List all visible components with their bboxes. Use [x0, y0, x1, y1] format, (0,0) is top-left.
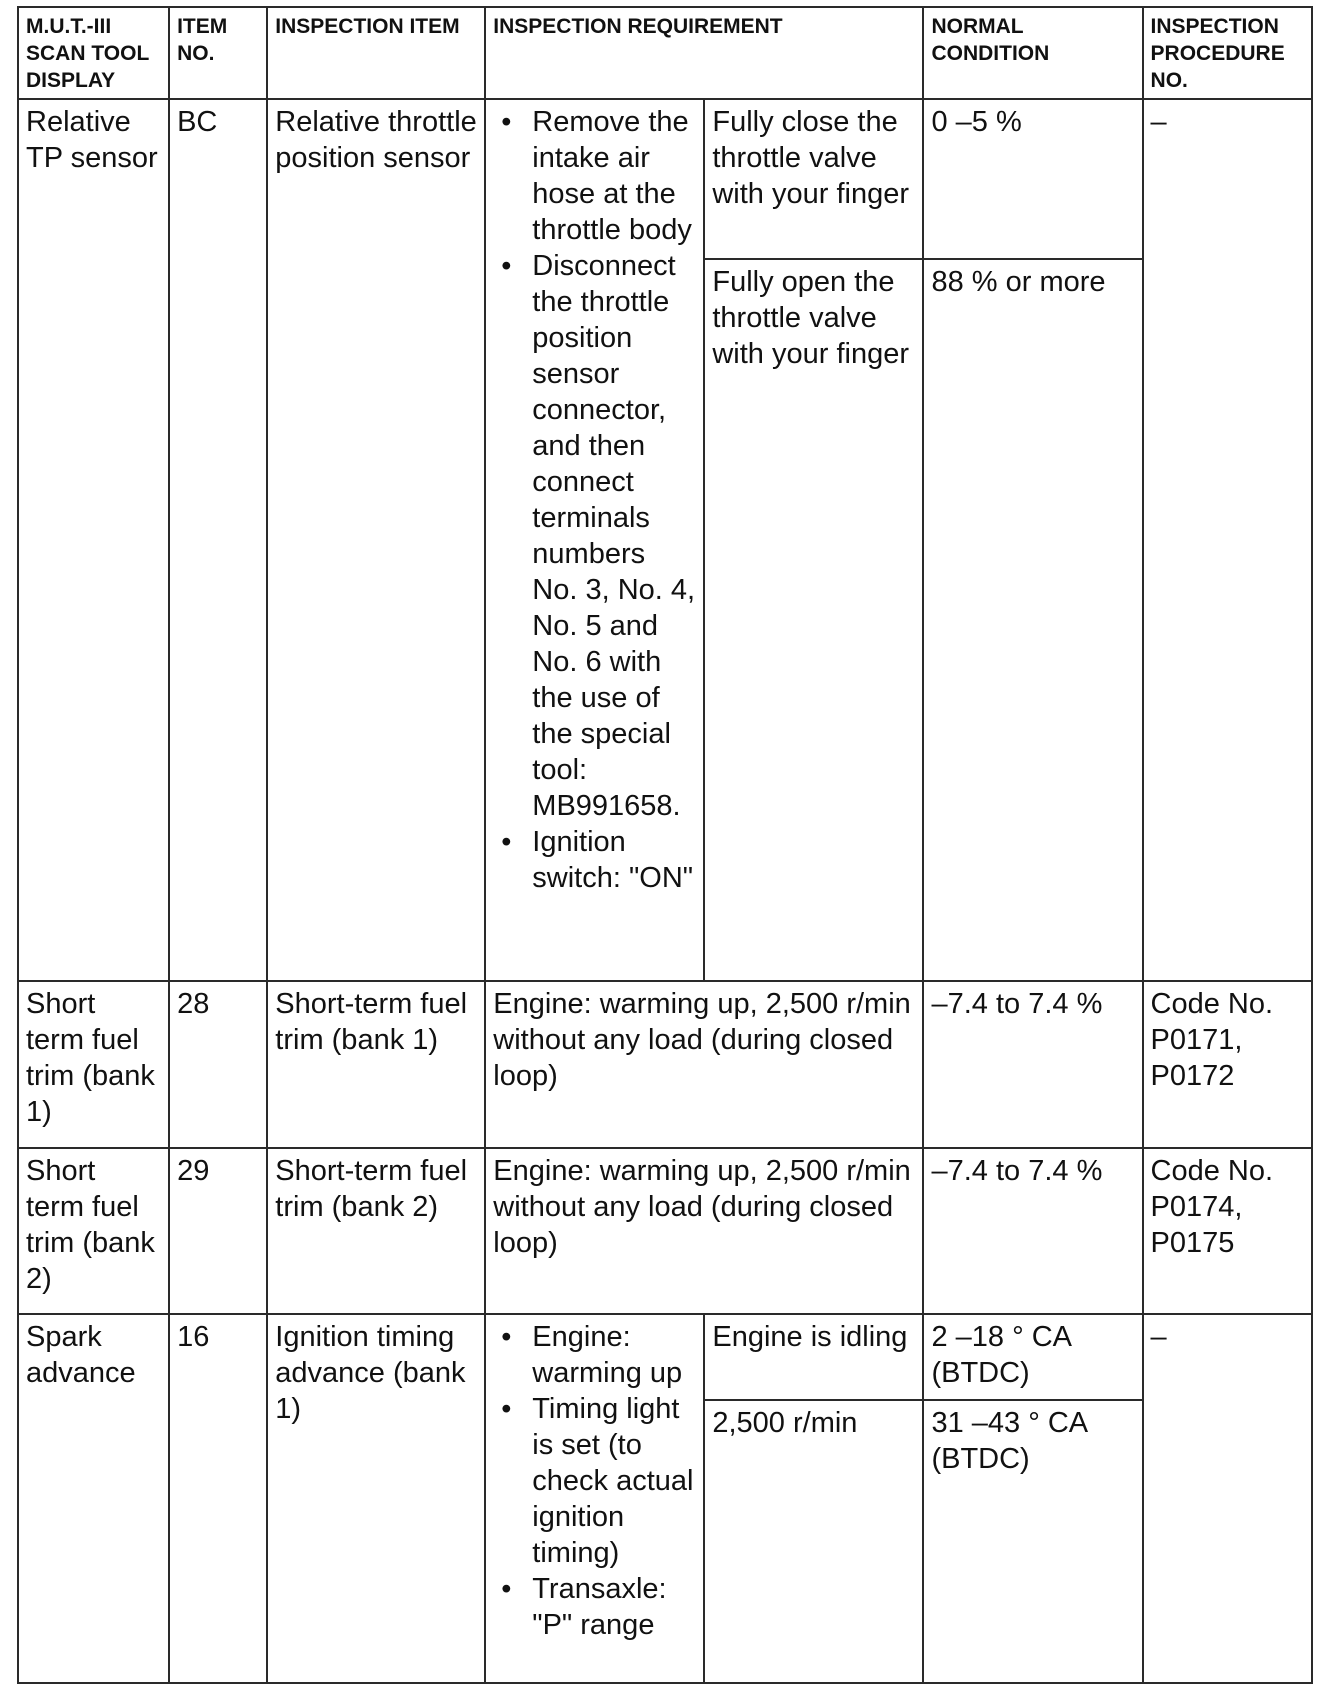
requirement-list [493, 104, 696, 896]
header-display: M.U.T.-III SCAN TOOL DISPLAY [18, 7, 169, 99]
cell-normal: 31 –43 ° CA (BTDC) [923, 1400, 1142, 1683]
cell-display: Short term fuel trim (bank 2) [18, 1148, 169, 1314]
cell-procedure: Code No. P0174, P0175 [1143, 1148, 1312, 1314]
cell-normal: 88 % or more [923, 259, 1142, 981]
cell-condition: Fully open the throttle valve with your finger [704, 259, 923, 981]
header-normal-condition: NORMAL CONDITION [923, 7, 1142, 99]
list-item: • Timing light is set (to check actual ignition timing) [493, 1391, 696, 1571]
table-row [18, 1314, 1312, 1400]
cell-normal: –7.4 to 7.4 % [923, 981, 1142, 1148]
cell-requirement: Engine: warming up, 2,500 r/min without any load (during closed loop) [485, 981, 923, 1148]
cell-requirement: Engine: warming up, 2,500 r/min without any load (during closed loop) [485, 1148, 923, 1314]
table-row [18, 99, 1312, 259]
header-item-no: ITEM NO. [169, 7, 267, 99]
cell-inspection-item: Ignition timing advance (bank 1) [267, 1314, 485, 1683]
cell-item-no: 29 [169, 1148, 267, 1314]
cell-inspection-item: Short-term fuel trim (bank 2) [267, 1148, 485, 1314]
cell-inspection-item: Short-term fuel trim (bank 1) [267, 981, 485, 1148]
cell-procedure: – [1143, 1314, 1312, 1683]
list-item: • Ignition switch: "ON" [493, 824, 696, 896]
cell-item-no: 16 [169, 1314, 267, 1683]
list-item: • Remove the intake air hose at the throttle body [493, 104, 696, 248]
cell-procedure: – [1143, 99, 1312, 981]
inspection-table [17, 6, 1313, 1684]
cell-requirement [485, 1314, 704, 1683]
header-inspection-requirement: INSPECTION REQUIREMENT [485, 7, 923, 99]
cell-normal: 2 –18 ° CA (BTDC) [923, 1314, 1142, 1400]
cell-display: Spark advance [18, 1314, 169, 1683]
cell-display: Short term fuel trim (bank 1) [18, 981, 169, 1148]
table-row [18, 1148, 1312, 1314]
cell-display: Relative TP sensor [18, 99, 169, 981]
cell-condition: Engine is idling [704, 1314, 923, 1400]
inspection-page [17, 6, 1313, 1684]
list-item: • Disconnect the throttle position sensor connector, and then connect terminals numbers No. 3, No. 4, No. 5 and No. 6 with the use of the special tool: MB991658. [493, 248, 696, 824]
cell-condition: 2,500 r/min [704, 1400, 923, 1683]
table-row [18, 981, 1312, 1148]
list-item: • Transaxle: "P" range [493, 1571, 696, 1643]
cell-inspection-item: Relative throttle position sensor [267, 99, 485, 981]
cell-condition: Fully close the throttle valve with your finger [704, 99, 923, 259]
requirement-list [493, 1319, 696, 1643]
cell-normal: –7.4 to 7.4 % [923, 1148, 1142, 1314]
header-inspection-item: INSPECTION ITEM [267, 7, 485, 99]
cell-requirement [485, 99, 704, 981]
cell-procedure: Code No. P0171, P0172 [1143, 981, 1312, 1148]
header-procedure-no: INSPECTION PROCEDURE NO. [1143, 7, 1312, 99]
list-item: • Engine: warming up [493, 1319, 696, 1391]
cell-item-no: 28 [169, 981, 267, 1148]
header-row [18, 7, 1312, 99]
cell-item-no: BC [169, 99, 267, 981]
cell-normal: 0 –5 % [923, 99, 1142, 259]
